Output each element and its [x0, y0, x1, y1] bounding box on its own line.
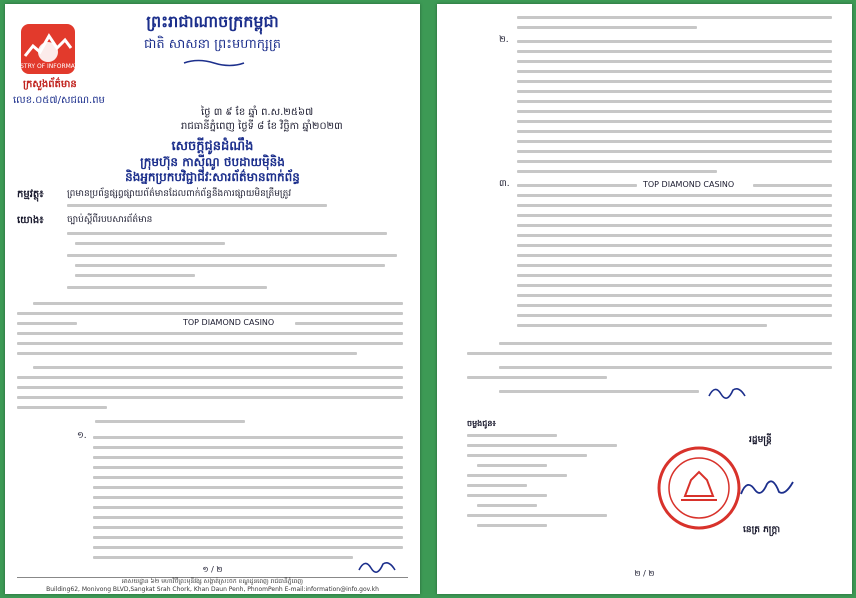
reference-label: យោង៖: [17, 215, 44, 226]
notice-subtitle-2: និងអ្នកប្រកបវិជ្ជាជីវៈសារព័ត៌មានពាក់ព័ន្ធ: [125, 170, 300, 184]
initial-signature-icon: [357, 556, 397, 574]
document-page-2: [437, 4, 852, 594]
signatory-name: នេត្រ ភក្ត្រា: [743, 525, 781, 535]
cc-label: ចម្លងជូន៖: [467, 419, 496, 428]
item-3-number: ៣.: [499, 179, 510, 189]
notice-subtitle-1: ក្រុមហ៊ុន កាស៊ីណូ ថបដាយម៉ិនិង: [140, 155, 285, 169]
lunar-date: ថ្ងៃ ៣ ៩ ខែ ឆ្នាំ ព.ស.២៥៦៧: [201, 107, 314, 118]
official-seal-icon: [655, 444, 743, 532]
minister-signature-icon: [737, 474, 797, 500]
document-page-1: [5, 4, 420, 594]
org-name: ក្រសួងព័ត៌មាន: [23, 79, 77, 90]
national-motto: ជាតិ សាសនា ព្រះមហាក្សត្រ: [144, 37, 281, 52]
signature-title: រដ្ឋមន្ត្រី: [749, 435, 772, 445]
footer-address-khmer: អាសយដ្ឋាន ៦២ មហាវិថីព្រះមុនីវង្ស សង្កាត់ស្រះចក ខណ្ឌដូនពេញ រាជធានីភ្នំពេញ: [121, 578, 303, 585]
footer-address-english: Building62, Monivong BLVD,Sangkat Srah Chork, Khan Daun Penh, PhnomPenh E-mail:information@info.gov.kh: [46, 586, 379, 593]
page-number-2: ២ / ២: [634, 569, 655, 578]
subject-label: កម្មវត្ថុ៖: [17, 189, 44, 200]
initial-signature-icon-2: [707, 382, 747, 400]
reference-number: លេខ.០៥៧/សជណ.ពម: [13, 95, 105, 106]
reference-item-1: ច្បាប់ស្ដីពីរបបសារព័ត៌មាន: [67, 215, 153, 225]
solar-date: រាជធានីភ្នំពេញ ថ្ងៃទី ៨ ខែ វិច្ឆិកា ឆ្នាំ២០២៣: [181, 121, 343, 132]
casino-name-mention-2: TOP DIAMOND CASINO: [643, 180, 735, 189]
item-2-number: ២.: [499, 35, 509, 45]
ornament-divider-icon: [182, 58, 246, 68]
kingdom-header: ព្រះរាជាណាចក្រកម្ពុជា: [146, 12, 279, 31]
notice-title: សេចក្ដីជូនដំណឹង: [171, 139, 254, 154]
item-1-number: ១.: [77, 431, 87, 441]
subject-line: [67, 204, 327, 207]
page-number-1: ១ / ២: [202, 565, 223, 574]
casino-name-mention: TOP DIAMOND CASINO: [183, 318, 275, 327]
svg-text:MINISTRY OF INFORMATION: MINISTRY OF INFORMATION: [6, 63, 90, 70]
subject-text: ព្រមានប្រព័ន្ធផ្សព្វផ្សាយព័ត៌មានដែលពាក់ព័ន្ធនឹងការផ្សាយមិនត្រឹមត្រូវ: [67, 189, 292, 199]
